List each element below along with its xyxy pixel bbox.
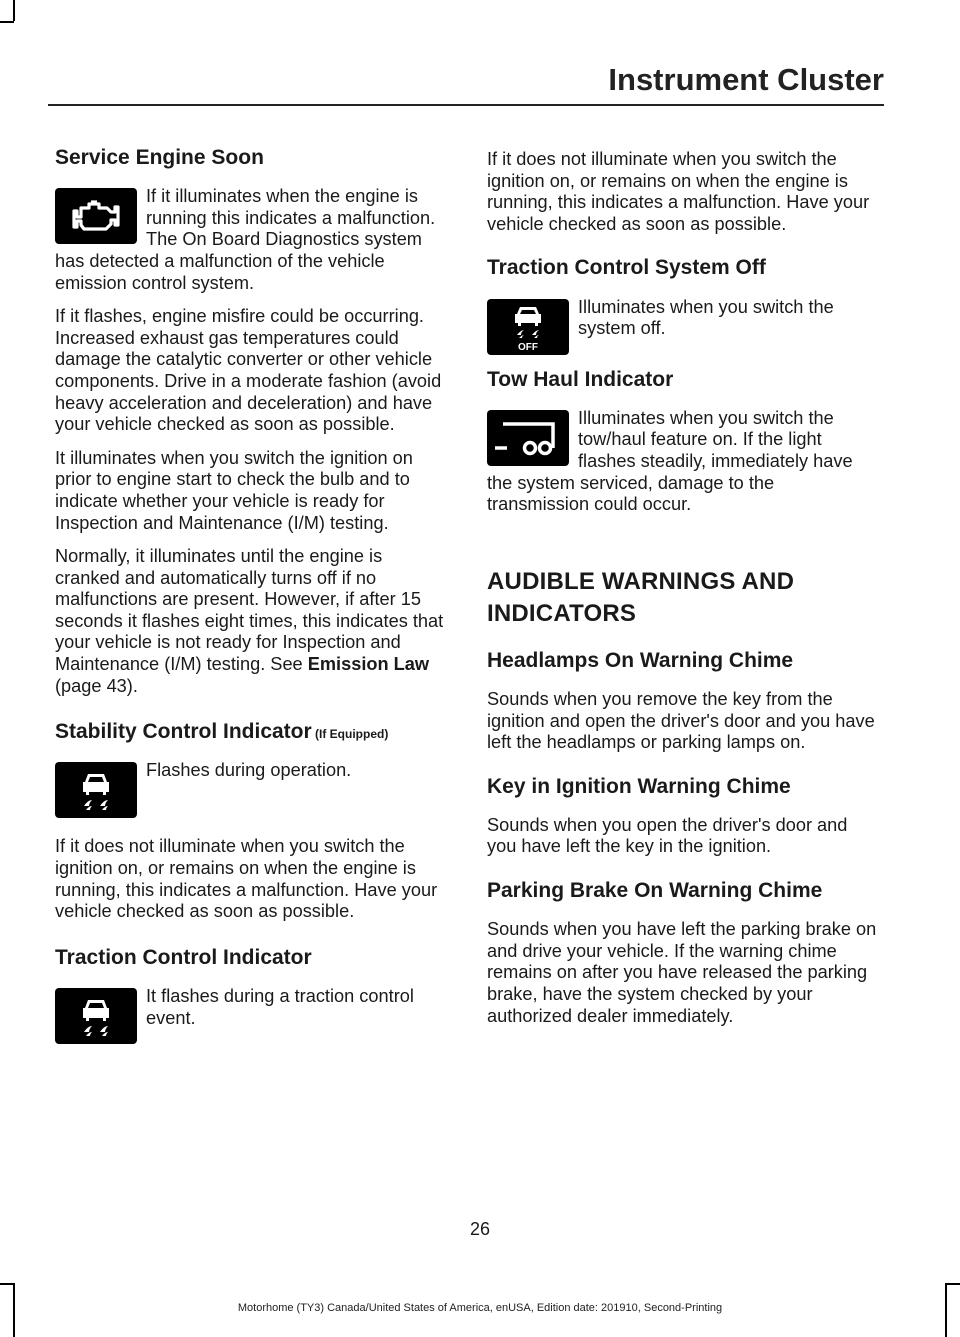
page-number: 26 [469, 1219, 491, 1239]
traction-control-heading: Traction Control Indicator [55, 945, 312, 969]
parking-brake-paragraph: Sounds when you have left the parking brake on and drive your vehicle. If the warning chime remains on after you have released the parking brake, have the system checked by your authorized dealer immediately. [487, 919, 877, 1026]
ses-paragraph-4-end: (page 43). [55, 675, 138, 696]
crop-mark [13, 0, 15, 21]
crop-mark [945, 1283, 960, 1285]
headlamps-paragraph: Sounds when you remove the key from the ignition and open the driver's door and you have left the headlamps or parking lamps on. [487, 688, 875, 753]
stability-control-heading [55, 719, 447, 744]
key-in-ignition-heading: Key in Ignition Warning Chime [487, 774, 791, 798]
key-in-ignition-paragraph: Sounds when you open the driver's door and you have left the key in the ignition. [487, 814, 848, 857]
audible-heading-line1: AUDIBLE WARNINGS AND [487, 567, 795, 595]
right-intro-paragraph: If it does not illuminate when you switch the ignition on, or remains on when the engine is running, this indicates a malfunction. Have your vehicle checked as soon as possible. [487, 149, 870, 234]
traction-paragraph-1: It flashes during a traction control event. [146, 986, 414, 1028]
footer-text: Motorhome (TY3) Canada/United States of America, enUSA, Edition date: 201910, Second-Printing [237, 1302, 723, 1314]
tow-haul-icon [487, 410, 569, 466]
audible-heading-line2: INDICATORS [487, 599, 637, 627]
traction-control-off-icon [487, 299, 569, 355]
header-rule [48, 104, 884, 106]
parking-brake-heading: Parking Brake On Warning Chime [487, 879, 823, 903]
stability-control-icon [55, 762, 137, 818]
emission-law-link[interactable]: Emission Law [307, 654, 430, 675]
ses-paragraph-3: It illuminates when you switch the ignition on prior to engine start to check the bulb and to indicate whether your vehicle is ready for Inspection and Maintenance (I/M) testing. [55, 447, 413, 533]
ses-paragraph-2: If it flashes, engine misfire could be occurring. Increased exhaust gas temperatures could damage the catalytic converter or other vehicle components. Drive in a moderate fashion (avoid heavy acceleration and deceleration) and have your vehicle checked as soon as possible. [55, 306, 442, 435]
crop-mark [0, 21, 14, 23]
ses-paragraph-4-text: Normally, it illuminates until the engine is cranked and automatically turns off if no malfunctions are present. However, if after 15 seconds it flashes eight times, this indicates that your vehicle is not ready for Inspection and Maintenance (I/M) testing. See [55, 546, 444, 675]
right-column [487, 149, 879, 1039]
audible-warnings-heading [487, 566, 879, 630]
tcs-off-heading: Traction Control System Off [487, 256, 766, 280]
stability-paragraph-2: If it does not illuminate when you switch the ignition on, or remains on when the engine is running, this indicates a malfunction. Have your vehicle checked as soon as possible. [55, 836, 438, 922]
tcs-off-paragraph-1: Illuminates when you switch the system off. [578, 296, 834, 339]
headlamps-heading: Headlamps On Warning Chime [487, 648, 794, 672]
if-equipped-note: (If Equipped) [311, 727, 389, 742]
stability-heading-text: Stability Control Indicator [55, 720, 312, 744]
tow-haul-paragraph-1: Illuminates when you switch the tow/haul feature on. If the light flashes steadily, immediately have the system serviced, damage to the transmission could occur. [487, 407, 853, 515]
check-engine-icon [55, 188, 137, 244]
ses-paragraph-4 [55, 546, 447, 697]
crop-mark [0, 1283, 14, 1285]
off-label: OFF [518, 341, 538, 353]
service-engine-soon-heading: Service Engine Soon [55, 146, 264, 169]
page-title: Instrument Cluster [608, 62, 884, 97]
ses-paragraph-1: If it illuminates when the engine is running this indicates a malfunction. The On Board Diagnostics system has detected a malfunction of the vehicle emission control system. [55, 186, 436, 293]
stability-paragraph-1: Flashes during operation. [146, 760, 352, 781]
traction-control-icon [55, 988, 137, 1044]
left-column [55, 145, 447, 1048]
tow-haul-heading: Tow Haul Indicator [487, 367, 674, 391]
